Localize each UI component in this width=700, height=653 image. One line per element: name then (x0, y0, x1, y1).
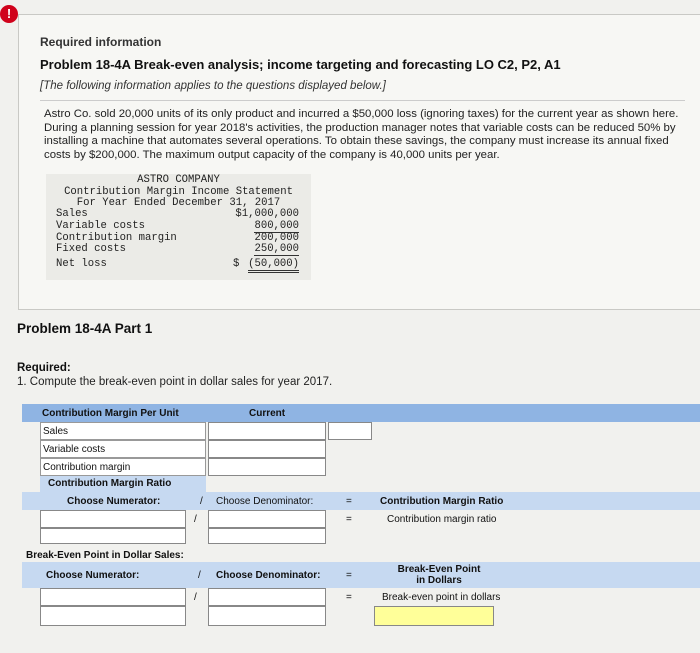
be-denominator-label: Choose Denominator: (216, 570, 321, 581)
cm-numerator-label: Choose Numerator: (67, 496, 161, 507)
statement-dollar-sign: $ (233, 258, 240, 270)
part-title: Problem 18-4A Part 1 (17, 321, 153, 336)
be-divide-sign: / (194, 592, 197, 603)
cm-denominator-label: Choose Denominator: (216, 496, 314, 507)
cm-numerator-select[interactable] (40, 510, 186, 528)
be-numerator-label: Choose Numerator: (46, 570, 140, 581)
cm-ratio-result-label: Contribution margin ratio (387, 514, 497, 525)
variable-costs-label: Variable costs (43, 444, 106, 455)
statement-row-value: $1,000,000 (235, 208, 299, 220)
be-numerator-select[interactable] (40, 588, 186, 606)
statement-row-label: Contribution margin (56, 232, 177, 244)
contribution-margin-current-input[interactable] (208, 458, 326, 476)
cm-ratio-title: Contribution Margin Ratio (48, 478, 172, 489)
statement-row-value: (50,000) (248, 258, 299, 273)
sales-current-input[interactable] (208, 422, 326, 440)
cm-denominator-input[interactable] (208, 510, 326, 528)
statement-company: ASTRO COMPANY (137, 174, 220, 186)
statement-row-label: Variable costs (56, 220, 146, 232)
answer-grid (22, 404, 700, 634)
statement-row-value: 800,000 (254, 220, 299, 232)
cm-divide-sign: / (200, 496, 203, 507)
statement-period: For Year Ended December 31, 2017 (76, 197, 281, 209)
contribution-margin-label: Contribution margin (43, 462, 131, 473)
be-result-header: Break-Even Point in Dollars (397, 564, 481, 586)
be-denominator-input[interactable] (208, 606, 326, 626)
required-info-label: Required information (40, 35, 162, 49)
be-divide-sign: / (198, 570, 201, 581)
cm-denominator-extra[interactable] (208, 528, 326, 544)
be-result-answer (374, 606, 494, 626)
cm-header-label: Contribution Margin Per Unit (42, 408, 179, 419)
question-text: 1. Compute the break-even point in dollar sales for year 2017. (17, 376, 333, 388)
cm-equals-sign: = (346, 496, 352, 507)
problem-paragraph: Astro Co. sold 20,000 units of its only product and incurred a $50,000 loss (ignoring taxes) for the current year as shown here. During a planning session for year 2018's activities, the production manager notes that variable costs can be reduced 50% by installing a machine that automates several operations. To obtain these savings, the company must increase its annual fixed costs by $200,000. The maximum output capacity of the company is 40,000 units per year. (44, 108, 679, 161)
income-statement (46, 174, 311, 280)
be-equals-sign: = (346, 570, 352, 581)
be-numerator-input[interactable] (40, 606, 186, 626)
current-column-header: Current (249, 408, 286, 419)
cm-equals-sign: = (346, 514, 352, 525)
alert-icon: ! (0, 5, 18, 23)
statement-name: Contribution Margin Income Statement (64, 186, 293, 198)
statement-row-label: Sales (56, 208, 88, 220)
statement-row-value: 200,000 (254, 232, 299, 244)
statement-row-label: Fixed costs (56, 243, 126, 255)
break-even-title: Break-Even Point in Dollar Sales: (26, 550, 184, 561)
variable-costs-current-input[interactable] (208, 440, 326, 458)
statement-row-label: Net loss (56, 258, 107, 270)
cm-divide-sign: / (194, 514, 197, 525)
required-label: Required: (17, 362, 71, 374)
be-equals-sign: = (346, 592, 352, 603)
info-note: [The following information applies to the questions displayed below.] (40, 80, 386, 92)
cm-numerator-input[interactable] (40, 528, 186, 544)
be-result-label: Break-even point in dollars (382, 592, 501, 603)
sales-extra-cell (328, 422, 372, 440)
be-denominator-select[interactable] (208, 588, 326, 606)
cm-ratio-result-header: Contribution Margin Ratio (380, 496, 504, 507)
divider (40, 100, 685, 101)
sales-label: Sales (43, 426, 69, 437)
statement-row-value: 250,000 (254, 243, 299, 255)
problem-title: Problem 18-4A Break-even analysis; income targeting and forecasting LO C2, P2, A1 (40, 57, 561, 72)
